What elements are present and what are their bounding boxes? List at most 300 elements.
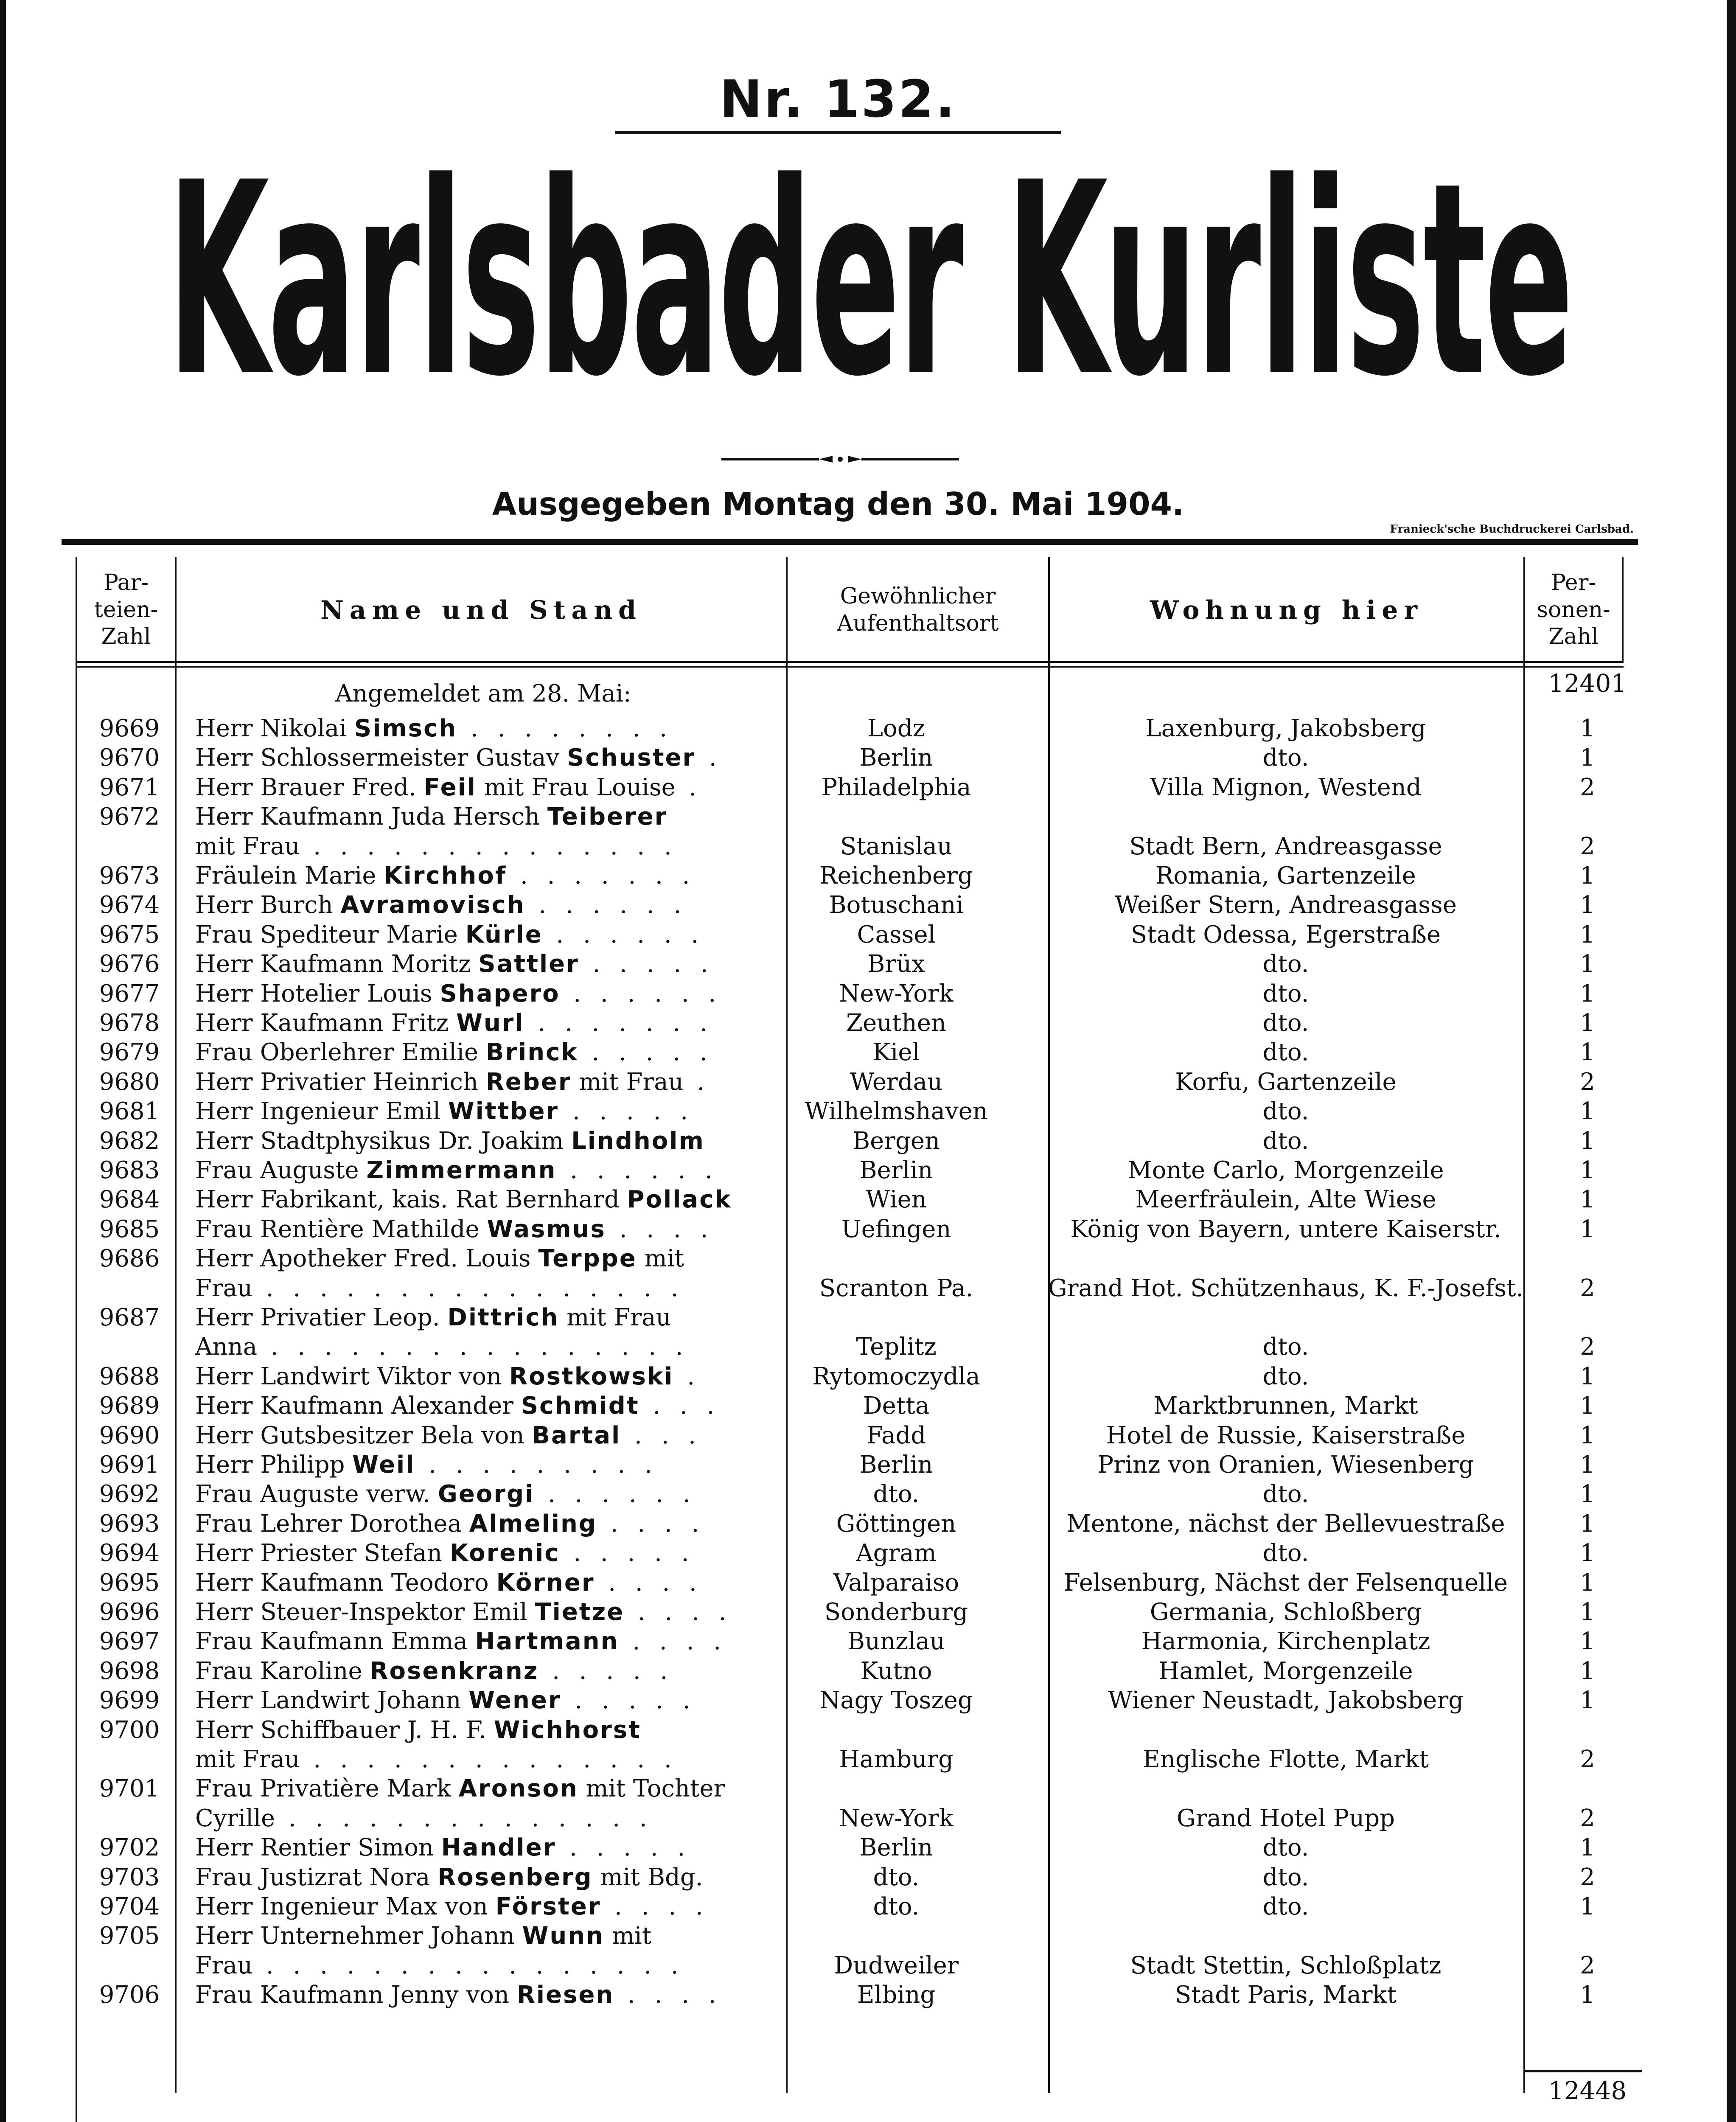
- dot-leaders: . . . .: [614, 1981, 722, 2009]
- guest-suffix: mit: [604, 1922, 652, 1950]
- party-number: 9702: [99, 1834, 160, 1861]
- guest-surname: Sattler: [478, 950, 579, 978]
- guest-surname: Aronson: [458, 1775, 578, 1802]
- dot-leaders: . . . . . . . . . . . . . . . .: [252, 1952, 684, 1979]
- usual-residence: Göttingen: [836, 1510, 956, 1538]
- guest-name-cell: [195, 1008, 760, 1038]
- col-header-number: [77, 560, 175, 660]
- col-header-line: sonen-: [1537, 597, 1610, 623]
- usual-residence: Teplitz: [856, 1333, 937, 1361]
- guest-name-cell: [195, 1185, 760, 1214]
- guest-name-cell: [195, 1038, 760, 1067]
- col-header-persons: [1525, 560, 1622, 660]
- col-header-name: Name und Stand: [320, 595, 642, 625]
- persons-count: 1: [1580, 1363, 1595, 1390]
- lodging-address: Hamlet, Morgenzeile: [1158, 1657, 1413, 1685]
- lodging-address: Romania, Gartenzeile: [1155, 862, 1416, 890]
- guest-title: Frau Kaufmann Jenny von: [195, 1981, 517, 2009]
- usual-residence: Fadd: [866, 1422, 926, 1449]
- party-number: 9694: [99, 1539, 160, 1567]
- dot-leaders: . . . .: [595, 1569, 703, 1597]
- dot-leaders: . . . . . . . . . . . . . . . .: [257, 1333, 689, 1361]
- dot-leaders: . . . . . . . .: [457, 715, 673, 742]
- table-row: [0, 1568, 1736, 1597]
- header-bottom-rule: [76, 661, 1624, 663]
- lodging-address: Marktbrunnen, Markt: [1153, 1392, 1418, 1420]
- guest-surname: Shapero: [440, 980, 560, 1008]
- guest-surname: Reber: [485, 1068, 572, 1096]
- guest-surname: Bartal: [532, 1422, 621, 1449]
- usual-residence: Botuschani: [829, 891, 964, 919]
- guest-title: Herr Nikolai: [195, 715, 354, 742]
- guest-surname: Lindholm: [571, 1127, 705, 1155]
- party-number: 9683: [99, 1156, 160, 1184]
- col-header-line: Par-: [103, 570, 149, 596]
- table-row: [0, 1804, 1736, 1833]
- guest-surname: Terppe: [538, 1245, 637, 1272]
- guest-title: Frau Auguste: [195, 1156, 367, 1184]
- lodging-address: Germania, Schloßberg: [1150, 1598, 1422, 1626]
- lodging-address: dto.: [1262, 950, 1309, 978]
- guest-title: Herr Burch: [195, 891, 341, 919]
- usual-residence: Wilhelmshaven: [805, 1097, 988, 1125]
- guest-surname: Wasmus: [487, 1215, 606, 1243]
- persons-count: 2: [1580, 1333, 1595, 1361]
- guest-name-cell: [195, 1215, 760, 1244]
- persons-count: 1: [1580, 1215, 1595, 1243]
- guest-title: Herr Priester Stefan: [195, 1539, 450, 1567]
- lodging-address: Stadt Paris, Markt: [1175, 1981, 1397, 2009]
- dot-leaders: . . . . .: [556, 1834, 691, 1861]
- party-number: 9688: [99, 1363, 160, 1390]
- persons-count: 1: [1580, 1510, 1595, 1538]
- guest-name-cell: [195, 1538, 760, 1568]
- guest-title: Frau Kaufmann Emma: [195, 1628, 475, 1655]
- dot-leaders: . . . . .: [559, 1097, 694, 1125]
- guest-name-cell: [195, 802, 760, 831]
- persons-count: 1: [1580, 1422, 1595, 1449]
- party-number: 9706: [99, 1981, 160, 2009]
- guest-name-cell: [195, 979, 760, 1008]
- guest-surname: Kürle: [465, 921, 543, 949]
- persons-count: 1: [1580, 1039, 1595, 1066]
- lodging-address: dto.: [1262, 1480, 1309, 1508]
- guest-suffix: mit Frau Louise: [476, 774, 676, 801]
- header-rule: [62, 539, 1638, 545]
- dot-leaders: . . . . . .: [560, 980, 722, 1008]
- table-border-right: [1622, 557, 1624, 663]
- table-row: [0, 1274, 1736, 1303]
- guest-name-cell: [195, 1921, 760, 1951]
- lodging-address: Monte Carlo, Morgenzeile: [1127, 1156, 1444, 1184]
- party-number: 9677: [99, 980, 160, 1008]
- dot-leaders: . . . .: [606, 1215, 714, 1243]
- guest-name-cell: [195, 1627, 760, 1656]
- guest-name-cell: [195, 1156, 760, 1185]
- table-row: [0, 1038, 1736, 1067]
- dot-leaders: . . . . .: [538, 1657, 674, 1685]
- dot-leaders: .: [696, 744, 723, 772]
- usual-residence: New-York: [839, 1805, 954, 1832]
- guest-surname: Wurl: [456, 1009, 524, 1037]
- lodging-address: dto.: [1262, 1539, 1309, 1567]
- guest-name-cell: [195, 1332, 760, 1361]
- persons-count: 1: [1580, 921, 1595, 949]
- table-row: [0, 1656, 1736, 1686]
- table-row: [0, 1008, 1736, 1038]
- guest-name-cell: [195, 1980, 760, 2010]
- guest-surname: Rosenkranz: [370, 1657, 539, 1685]
- guest-title: Frau Justizrat Nora: [195, 1864, 438, 1891]
- guest-suffix: mit: [637, 1245, 684, 1272]
- guest-name-cell: [195, 861, 760, 890]
- dot-leaders: . . . .: [597, 1510, 705, 1538]
- guest-name-cell: [195, 1863, 760, 1892]
- col-header-line: Aufenthaltsort: [837, 610, 999, 636]
- guest-name-cell: [195, 1656, 760, 1686]
- dot-leaders: . . . . . .: [525, 891, 687, 919]
- lodging-address: Weißer Stern, Andreasgasse: [1115, 891, 1457, 919]
- guest-surname: Zimmermann: [366, 1156, 557, 1184]
- guest-title: Herr Schlossermeister Gustav: [195, 744, 567, 772]
- guest-surname: Riesen: [516, 1981, 614, 2009]
- table-row: [0, 1980, 1736, 2010]
- col-header-lodging: Wohnung hier: [1150, 595, 1424, 625]
- guest-name-cell: [195, 773, 760, 802]
- guest-title: Herr Privatier Leop.: [195, 1304, 448, 1331]
- usual-residence: dto.: [873, 1893, 920, 1920]
- guest-title: Fräulein Marie: [195, 862, 384, 890]
- dot-leaders: . . .: [639, 1392, 721, 1420]
- party-number: 9696: [99, 1598, 160, 1626]
- party-number: 9669: [99, 715, 160, 742]
- guest-name-cell: [195, 1244, 760, 1273]
- dot-leaders: .: [683, 1068, 711, 1096]
- table-row: [0, 1863, 1736, 1892]
- usual-residence: Cassel: [857, 921, 936, 949]
- table-row: [0, 979, 1736, 1008]
- guest-name-cell: [195, 1568, 760, 1597]
- persons-count: 1: [1580, 950, 1595, 978]
- guest-title: Herr Kaufmann Juda Hersch: [195, 803, 548, 831]
- col-header-line: Zahl: [1548, 624, 1599, 650]
- table-row: [0, 1597, 1736, 1627]
- guest-title: Frau Karoline: [195, 1657, 370, 1685]
- lodging-address: Meerfräulein, Alte Wiese: [1135, 1186, 1436, 1213]
- persons-count: 2: [1580, 1746, 1595, 1773]
- guest-title: Herr Brauer Fred.: [195, 774, 424, 801]
- usual-residence: dto.: [873, 1480, 920, 1508]
- col-header-line: Zahl: [101, 624, 151, 650]
- party-number: 9670: [99, 744, 160, 772]
- guest-surname: Simsch: [354, 715, 457, 742]
- persons-count: 1: [1580, 1009, 1595, 1037]
- table-row: [0, 832, 1736, 861]
- guest-name-cell: [195, 1951, 760, 1980]
- guest-surname: Rostkowski: [509, 1363, 674, 1390]
- party-number: 9679: [99, 1039, 160, 1066]
- guest-name-cell: [195, 1421, 760, 1450]
- persons-count: 2: [1580, 774, 1595, 801]
- lodging-address: dto.: [1262, 1333, 1309, 1361]
- lodging-address: Grand Hotel Pupp: [1177, 1805, 1395, 1832]
- dot-leaders: . . .: [621, 1422, 702, 1449]
- persons-count: 1: [1580, 1628, 1595, 1655]
- table-row: [0, 1391, 1736, 1420]
- lodging-address: Hotel de Russie, Kaiserstraße: [1106, 1422, 1466, 1449]
- table-row: [0, 773, 1736, 802]
- lodging-address: dto.: [1262, 1009, 1309, 1037]
- persons-count: 1: [1580, 1981, 1595, 2009]
- party-number: 9687: [99, 1304, 160, 1331]
- lodging-address: dto.: [1262, 1127, 1309, 1155]
- persons-count: 1: [1580, 1893, 1595, 1920]
- guest-surname: Schmidt: [521, 1392, 639, 1420]
- persons-count: 1: [1580, 980, 1595, 1008]
- guest-title: Anna: [195, 1333, 257, 1361]
- guest-surname: Weil: [352, 1451, 415, 1479]
- guest-surname: Feil: [423, 774, 477, 801]
- guest-surname: Hartmann: [475, 1628, 619, 1655]
- usual-residence: New-York: [839, 980, 954, 1008]
- table-row: [0, 1921, 1736, 1951]
- dot-leaders: . . . . . .: [556, 1156, 719, 1184]
- col-header-line: teien-: [94, 597, 158, 623]
- guest-surname: Avramovisch: [340, 891, 525, 919]
- usual-residence: dto.: [873, 1864, 920, 1891]
- table-row: [0, 1715, 1736, 1745]
- guest-title: Herr Kaufmann Moritz: [195, 950, 479, 978]
- guest-name-cell: [195, 714, 760, 743]
- guest-title: Herr Ingenieur Max von: [195, 1893, 496, 1920]
- party-number: 9678: [99, 1009, 160, 1037]
- issue-date: Ausgegeben Montag den 30. Mai 1904.: [492, 486, 1184, 522]
- guest-surname: Brinck: [485, 1039, 578, 1066]
- guest-name-cell: [195, 1597, 760, 1627]
- persons-count: 2: [1580, 833, 1595, 860]
- guest-name-cell: [195, 949, 760, 979]
- guest-title: Frau Oberlehrer Emilie: [195, 1039, 486, 1066]
- guest-suffix: mit Frau: [571, 1068, 684, 1096]
- usual-residence: Lodz: [867, 715, 925, 742]
- end-total: 12448: [1548, 2076, 1627, 2105]
- guest-surname: Tietze: [535, 1598, 625, 1626]
- usual-residence: Berlin: [859, 1156, 933, 1184]
- guest-suffix: mit Tochter: [578, 1775, 725, 1802]
- table-row: [0, 1951, 1736, 1980]
- dot-leaders: . . . . . . . . . . . . . .: [300, 1746, 678, 1773]
- party-number: 9705: [99, 1922, 160, 1950]
- persons-count: 1: [1580, 1480, 1595, 1508]
- guest-title: Frau Privatière Mark: [195, 1775, 459, 1802]
- guest-name-cell: [195, 1715, 760, 1745]
- table-row: [0, 1097, 1736, 1126]
- usual-residence: Bergen: [852, 1127, 940, 1155]
- guest-title: Herr Landwirt Johann: [195, 1687, 469, 1714]
- table-row: [0, 1156, 1736, 1185]
- dot-leaders: . . . . . . .: [507, 862, 696, 890]
- lodging-address: Prinz von Oranien, Wiesenberg: [1097, 1451, 1474, 1479]
- dot-leaders: . . . . . . .: [524, 1009, 713, 1037]
- dot-leaders: . . . . . . . . . . . . . .: [300, 833, 678, 860]
- guest-title: Herr Landwirt Viktor von: [195, 1363, 510, 1390]
- persons-count: 1: [1580, 1834, 1595, 1861]
- dot-leaders: .: [675, 774, 703, 801]
- guest-surname: Wittber: [448, 1097, 559, 1125]
- usual-residence: Nagy Toszeg: [819, 1687, 973, 1714]
- masthead: [85, 149, 1655, 412]
- table-row: [0, 1745, 1736, 1774]
- party-number: 9682: [99, 1127, 160, 1155]
- usual-residence: Bunzlau: [847, 1628, 945, 1655]
- party-number: 9671: [99, 774, 160, 801]
- guest-suffix: mit Frau: [559, 1304, 671, 1331]
- guest-title: Herr Hotelier Louis: [195, 980, 440, 1008]
- dot-leaders: . . . . . .: [534, 1480, 696, 1508]
- dot-leaders: . . . . . . . . . . . . . . . .: [252, 1274, 684, 1302]
- usual-residence: Hamburg: [839, 1746, 954, 1773]
- usual-residence: Valparaiso: [833, 1569, 959, 1597]
- party-number: 9673: [99, 862, 160, 890]
- guest-surname: Körner: [496, 1569, 595, 1597]
- party-number: 9674: [99, 891, 160, 919]
- guest-title: Herr Gutsbesitzer Bela von: [195, 1422, 532, 1449]
- party-number: 9695: [99, 1569, 160, 1597]
- table-row: [0, 1421, 1736, 1450]
- ornament-divider-icon: [721, 453, 959, 465]
- dot-leaders: . . . .: [624, 1598, 732, 1626]
- lodging-address: dto.: [1262, 1893, 1309, 1920]
- lodging-address: dto.: [1262, 1363, 1309, 1390]
- lodging-address: dto.: [1262, 1097, 1309, 1125]
- table-row: [0, 1538, 1736, 1568]
- usual-residence: Detta: [863, 1392, 930, 1420]
- table-row: [0, 1303, 1736, 1332]
- guest-surname: Georgi: [438, 1480, 535, 1508]
- lodging-address: Stadt Bern, Andreasgasse: [1129, 833, 1442, 860]
- guest-surname: Handler: [441, 1834, 556, 1861]
- persons-count: 1: [1580, 1598, 1595, 1626]
- guest-title: Herr Fabrikant, kais. Rat Bernhard: [195, 1186, 627, 1213]
- lodging-address: dto.: [1262, 1834, 1309, 1861]
- persons-count: 1: [1580, 1569, 1595, 1597]
- persons-count: 1: [1580, 1156, 1595, 1184]
- guest-name-cell: [195, 890, 760, 920]
- lodging-address: Stadt Odessa, Egerstraße: [1130, 921, 1441, 949]
- guest-name-cell: [195, 1745, 760, 1774]
- guest-title: Herr Steuer-Inspektor Emil: [195, 1598, 535, 1626]
- party-number: 9684: [99, 1186, 160, 1213]
- issue-underline: [615, 131, 1061, 134]
- table-row: [0, 890, 1736, 920]
- lodging-address: dto.: [1262, 980, 1309, 1008]
- party-number: 9672: [99, 803, 160, 831]
- usual-residence: Philadelphia: [821, 774, 971, 801]
- persons-count: 1: [1580, 1392, 1595, 1420]
- guest-name-cell: [195, 1126, 760, 1156]
- lodging-address: Wiener Neustadt, Jakobsberg: [1108, 1687, 1464, 1714]
- section-heading-row: [0, 679, 1736, 708]
- persons-count: 1: [1580, 1186, 1595, 1213]
- party-number: 9676: [99, 950, 160, 978]
- party-number: 9680: [99, 1068, 160, 1096]
- dot-leaders: . . . . .: [560, 1539, 695, 1567]
- dot-leaders: . . . . .: [561, 1687, 696, 1714]
- table-row: [0, 1450, 1736, 1479]
- guest-name-cell: [195, 1686, 760, 1715]
- guest-name-cell: [195, 1391, 760, 1420]
- party-number: 9699: [99, 1687, 160, 1714]
- guest-title: Herr Rentier Simon: [195, 1834, 441, 1861]
- party-number: 9691: [99, 1451, 160, 1479]
- usual-residence: Rytomoczydla: [812, 1363, 980, 1390]
- party-number: 9701: [99, 1775, 160, 1802]
- dot-leaders: . . . .: [601, 1893, 709, 1920]
- guest-surname: Dittrich: [447, 1304, 559, 1331]
- guest-title: mit Frau: [195, 1746, 300, 1773]
- table-row: [0, 1126, 1736, 1156]
- masthead-title: Karlsbader Kurliste: [167, 149, 1573, 412]
- col-header-line: Gewöhnlicher: [840, 584, 996, 609]
- guest-title: Herr Unternehmer Johann: [195, 1922, 522, 1950]
- lodging-address: Grand Hot. Schützenhaus, K. F.-Josefst.: [1048, 1274, 1523, 1302]
- usual-residence: Kutno: [860, 1657, 932, 1685]
- persons-count: 2: [1580, 1068, 1595, 1096]
- party-number: 9685: [99, 1215, 160, 1243]
- table-row: [0, 743, 1736, 772]
- dot-leaders: . . . .: [619, 1628, 727, 1655]
- guest-surname: Almeling: [469, 1510, 597, 1538]
- guest-title: Cyrille: [195, 1805, 275, 1832]
- party-number: 9689: [99, 1392, 160, 1420]
- party-number: 9690: [99, 1422, 160, 1449]
- table-row: [0, 1479, 1736, 1509]
- party-number: 9697: [99, 1628, 160, 1655]
- table-row: [0, 1185, 1736, 1214]
- table-row: [0, 1244, 1736, 1273]
- lodging-address: König von Bayern, untere Kaiserstr.: [1070, 1215, 1501, 1243]
- lodging-address: Laxenburg, Jakobsberg: [1145, 715, 1426, 742]
- guest-surname: Teiberer: [547, 803, 668, 831]
- table-row: [0, 802, 1736, 831]
- guest-suffix: mit Bdg.: [592, 1864, 703, 1891]
- table-row: [0, 949, 1736, 979]
- dot-leaders: . . . . .: [578, 1039, 713, 1066]
- guest-title: Frau Auguste verw.: [195, 1480, 438, 1508]
- guest-name-cell: [195, 743, 760, 772]
- header-bottom-rule: [76, 666, 1624, 668]
- usual-residence: Werdau: [850, 1068, 943, 1096]
- persons-count: 1: [1580, 1097, 1595, 1125]
- usual-residence: Berlin: [859, 1834, 933, 1861]
- guest-name-cell: [195, 1274, 760, 1303]
- usual-residence: Kiel: [872, 1039, 920, 1066]
- party-number: 9693: [99, 1510, 160, 1538]
- party-number: 9700: [99, 1716, 160, 1744]
- table-row: [0, 714, 1736, 743]
- party-number: 9686: [99, 1245, 160, 1272]
- dot-leaders: . . . . . .: [542, 921, 705, 949]
- lodging-address: Korfu, Gartenzeile: [1175, 1068, 1397, 1096]
- party-number: 9703: [99, 1864, 160, 1891]
- usual-residence: Reichenberg: [819, 862, 973, 890]
- table-row: [0, 1067, 1736, 1097]
- usual-residence: Zeuthen: [846, 1009, 946, 1037]
- dot-leaders: . . . . .: [579, 950, 714, 978]
- table-row: [0, 920, 1736, 949]
- lodging-address: Englische Flotte, Markt: [1143, 1746, 1429, 1773]
- sum-rule: [1523, 2070, 1642, 2072]
